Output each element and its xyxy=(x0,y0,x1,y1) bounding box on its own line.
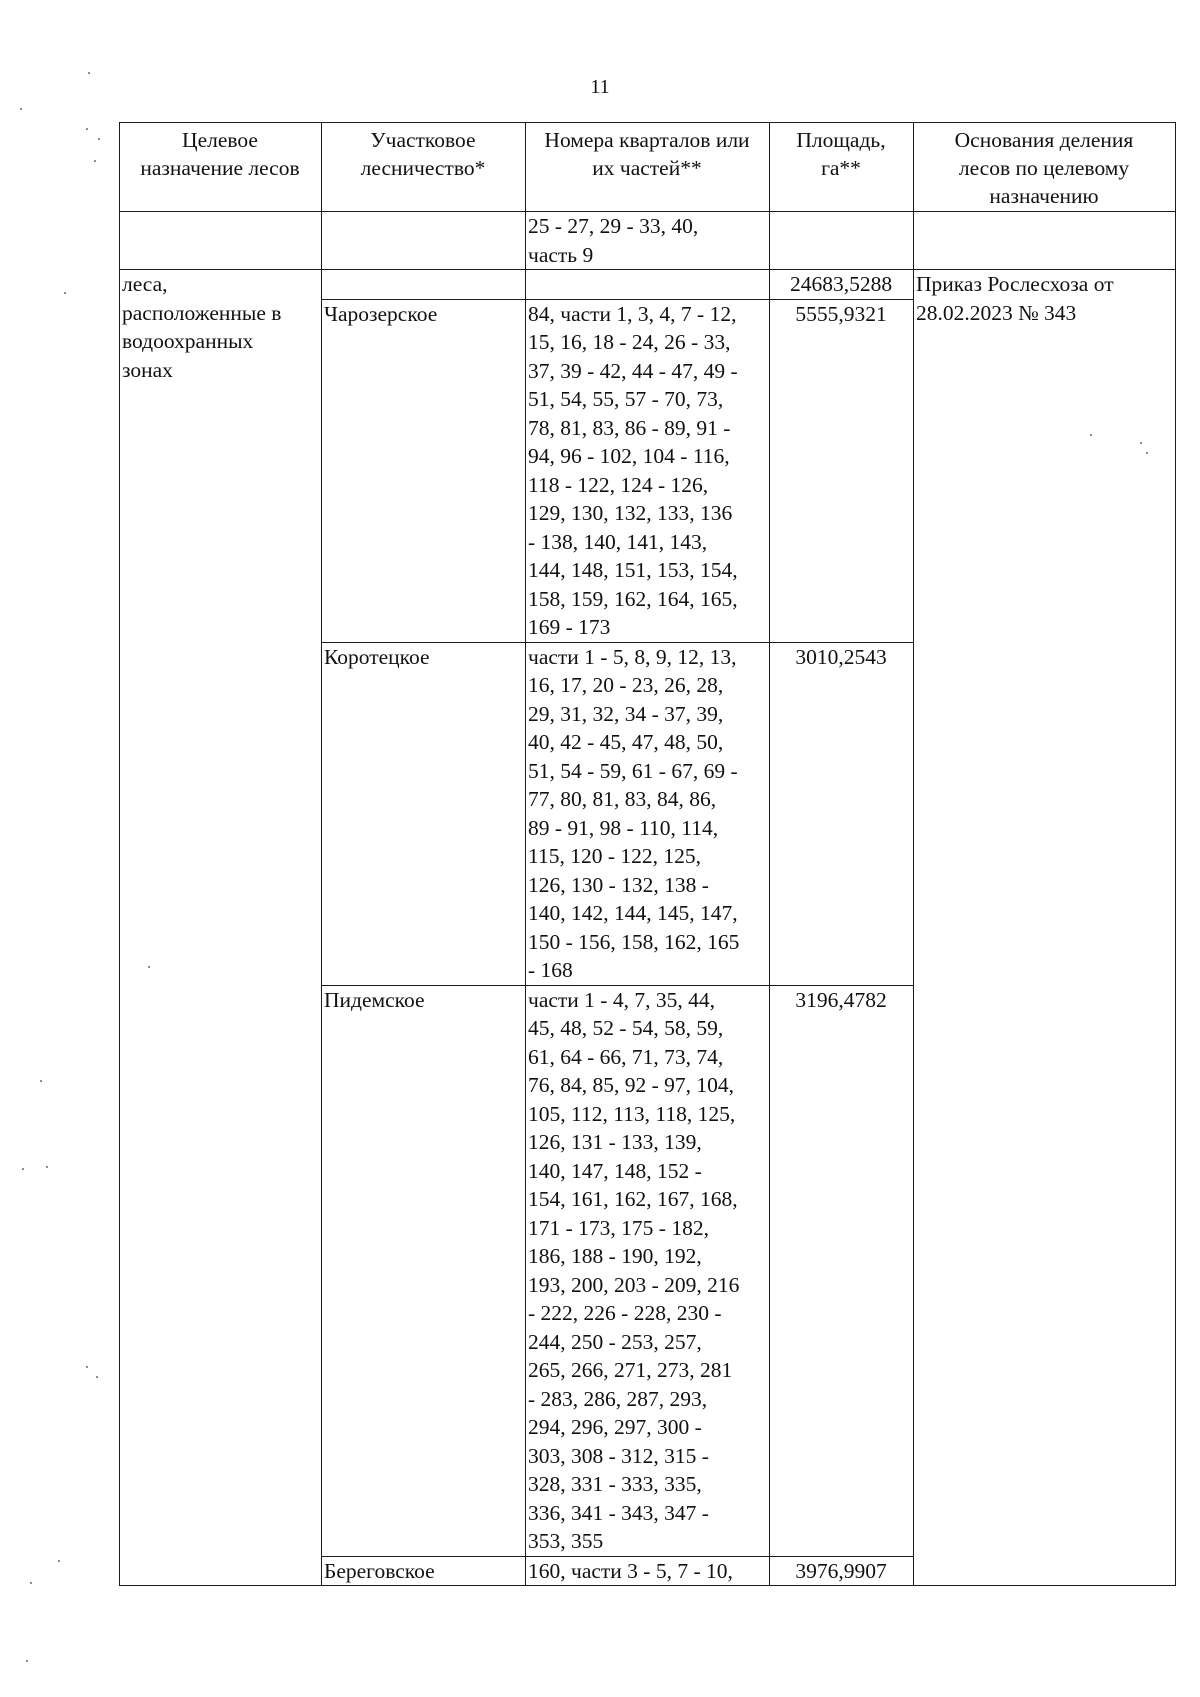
scan-speck xyxy=(86,128,88,130)
table-header-row xyxy=(120,123,1176,212)
header-area: Площадь, га** xyxy=(770,123,914,212)
cell-area xyxy=(770,212,914,270)
scan-speck xyxy=(94,160,96,162)
cell-forestry: Коротецкое xyxy=(322,642,526,985)
scan-speck xyxy=(88,72,90,74)
cell-forestry xyxy=(322,270,526,300)
scan-speck xyxy=(1140,442,1142,444)
header-quarters: Номера кварталов или их частей** xyxy=(526,123,770,212)
scan-speck xyxy=(58,1560,60,1562)
scan-speck xyxy=(46,1166,48,1168)
cell-total-area: 24683,5288 xyxy=(770,270,914,300)
scan-speck xyxy=(1146,452,1148,454)
cell-forestry: Береговское xyxy=(322,1556,526,1586)
cell-area: 3976,9907 xyxy=(770,1556,914,1586)
cell-forestry xyxy=(322,212,526,270)
scan-speck xyxy=(40,1080,42,1082)
cell-quarters: 160, части 3 - 5, 7 - 10, xyxy=(526,1556,770,1586)
cell-quarters: части 1 - 5, 8, 9, 12, 13, 16, 17, 20 - 23, 26, 28, 29, 31, 32, 34 - 37, 39, 40, 42 - 45, 47, 48, 50, 51, 54 - 59, 61 - 67, 69 - 77, 80, 81, 83, 84, 86, 89 - 91, 98 - 110, 114, 115, 120 - 122, 125, 126, 130 - 132, 138 - 140, 142, 144, 145, 147, 150 - 156, 158, 162, 165 - 168 xyxy=(526,642,770,985)
scan-speck xyxy=(26,1660,28,1662)
cell-area: 5555,9321 xyxy=(770,299,914,642)
page-number: 11 xyxy=(590,76,610,98)
scan-speck xyxy=(86,1366,88,1368)
scan-speck xyxy=(22,1168,24,1170)
table-row xyxy=(120,212,1176,270)
header-purpose: Целевое назначение лесов xyxy=(120,123,322,212)
scan-speck xyxy=(98,138,100,140)
cell-forestry: Чарозерское xyxy=(322,299,526,642)
header-forestry: Участковое лесничество* xyxy=(322,123,526,212)
cell-basis-order: Приказ Рослесхоза от 28.02.2023 № 343 xyxy=(914,270,1176,1586)
scan-speck xyxy=(64,292,66,294)
cell-quarters xyxy=(526,270,770,300)
cell-purpose xyxy=(120,212,322,270)
cell-quarters: части 1 - 4, 7, 35, 44, 45, 48, 52 - 54, 58, 59, 61, 64 - 66, 71, 73, 74, 76, 84, 85, 92 - 97, 104, 105, 112, 113, 118, 125, 126, 131 - 133, 139, 140, 147, 148, 152 - 154, 161, 162, 167, 168, 171 - 173, 175 - 182, 186, 188 - 190, 192, 193, 200, 203 - 209, 216 - 222, 226 - 228, 230 - 244, 250 - 253, 257, 265, 266, 271, 273, 281 - 283, 286, 287, 293, 294, 296, 297, 300 - 303, 308 - 312, 315 - 328, 331 - 333, 335, 336, 341 - 343, 347 - 353, 355 xyxy=(526,985,770,1556)
header-basis: Основания деления лесов по целевому назначению xyxy=(914,123,1176,212)
table-row xyxy=(120,270,1176,300)
scan-speck xyxy=(96,1376,98,1378)
cell-quarters: 25 - 27, 29 - 33, 40, часть 9 xyxy=(526,212,770,270)
forest-purpose-table xyxy=(119,122,1176,1586)
scan-speck xyxy=(30,1582,32,1584)
scan-speck xyxy=(1090,434,1092,436)
cell-purpose-water-protection: леса, расположенные в водоохранных зонах xyxy=(120,270,322,1586)
scan-speck xyxy=(148,966,150,968)
cell-quarters: 84, части 1, 3, 4, 7 - 12, 15, 16, 18 - 24, 26 - 33, 37, 39 - 42, 44 - 47, 49 - 51, 54, 55, 57 - 70, 73, 78, 81, 83, 86 - 89, 91 - 94, 96 - 102, 104 - 116, 118 - 122, 124 - 126, 129, 130, 132, 133, 136 - 138, 140, 141, 143, 144, 148, 151, 153, 154, 158, 159, 162, 164, 165, 169 - 173 xyxy=(526,299,770,642)
scan-speck xyxy=(20,108,22,110)
cell-area: 3010,2543 xyxy=(770,642,914,985)
cell-forestry: Пидемское xyxy=(322,985,526,1556)
cell-basis xyxy=(914,212,1176,270)
cell-area: 3196,4782 xyxy=(770,985,914,1556)
